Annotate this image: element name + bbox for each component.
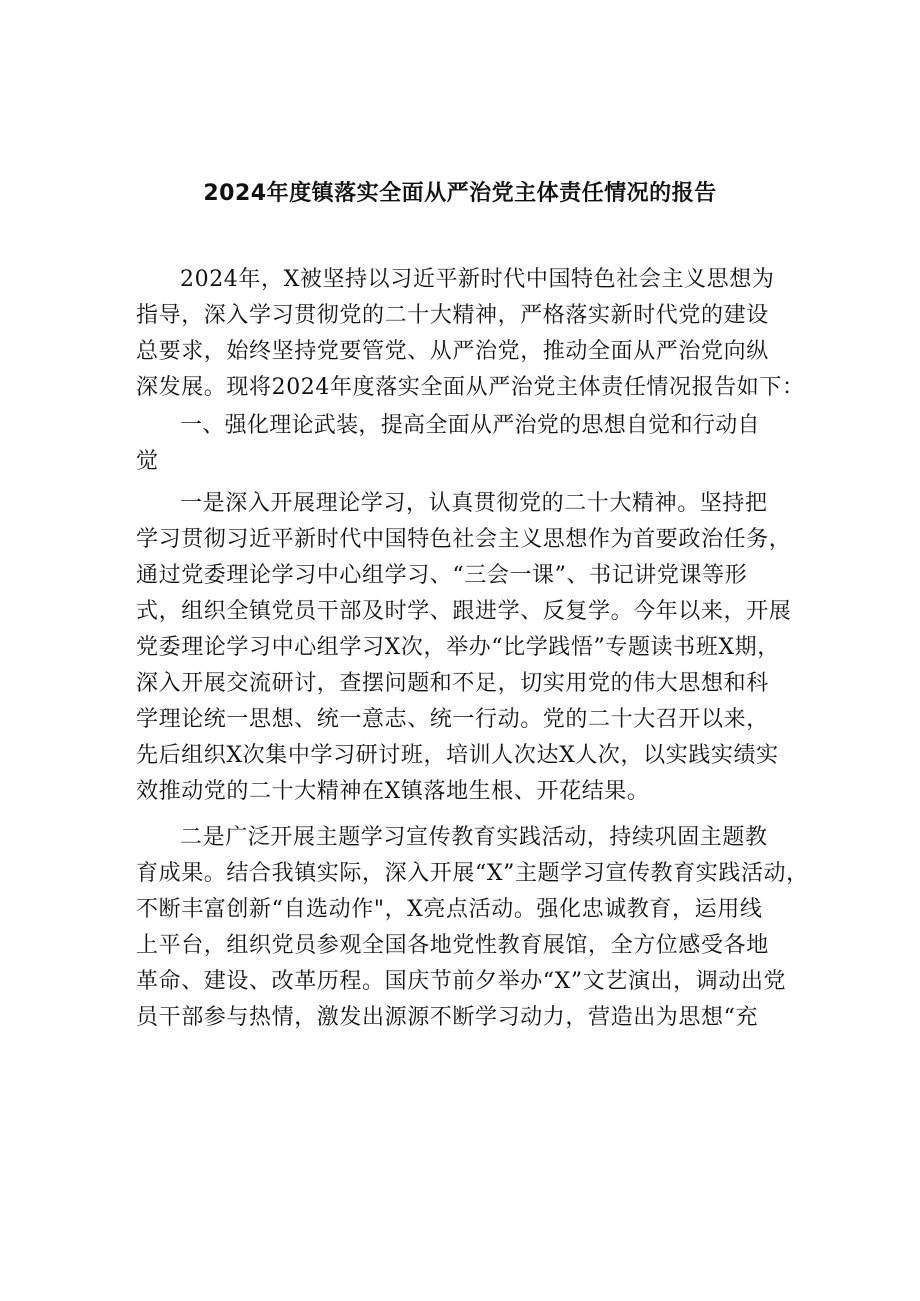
intro-paragraph: [136, 262, 805, 406]
paragraph-line: 通过党委理论学习中心组学习、“三会一课”、书记讲党课等形: [136, 563, 748, 588]
paragraph-line: 一是深入开展理论学习，认真贯彻党的二十大精神。坚持把: [180, 491, 768, 516]
paragraph-line: 党委理论学习中心组学习X次，举办“比学践悟”专题读书班X期，: [136, 635, 780, 660]
paragraph-line: 深入开展交流研讨，查摆问题和不足，切实用党的伟大思想和科: [136, 671, 769, 696]
document-title: 2024年度镇落实全面从严治党主体责任情况的报告: [203, 181, 717, 206]
paragraph-line: 学理论统一思想、统一意志、统一行动。党的二十大召开以来，: [136, 707, 769, 732]
paragraph-line: 式，组织全镇党员干部及时学、跟进学、反复学。今年以来，开展: [136, 599, 792, 624]
paragraph-line: 上平台，组织党员参观全国各地党性教育展馆，全方位感受各地: [136, 933, 769, 958]
heading-line: 一、强化理论武装，提高全面从严治党的思想自觉和行动自: [180, 413, 760, 438]
paragraph-2: [136, 820, 809, 1036]
document-body: [136, 262, 809, 1036]
paragraph-line: 不断丰富创新“自选动作"，X亮点活动。强化忠诚教育，运用线: [136, 897, 763, 922]
paragraph-line: 二是广泛开展主题学习宣传教育实践活动，持续巩固主题教: [180, 825, 768, 850]
paragraph-line: 总要求，始终坚持党要管党、从严治党，推动全面从严治党向纵: [136, 339, 769, 364]
paragraph-line: 革命、建设、改革历程。国庆节前夕举办“X”文艺演出，调动出党: [136, 969, 787, 994]
paragraph-line: 2024年，X被坚持以习近平新时代中国特色社会主义思想为: [180, 267, 775, 292]
section-heading: [136, 408, 796, 480]
paragraph-1: [136, 486, 796, 810]
heading-line: 觉: [136, 449, 159, 474]
paragraph-line: 效推动党的二十大精神在X镇落地生根、开花结果。: [136, 779, 650, 804]
paragraph-line: 员干部参与热情，激发出源源不断学习动力，营造出为思想“充: [136, 1005, 759, 1030]
paragraph-line: 深发展。现将2024年度落实全面从严治党主体责任情况报告如下：: [136, 375, 805, 400]
paragraph-line: 学习贯彻习近平新时代中国特色社会主义思想作为首要政治任务，: [136, 527, 792, 552]
paragraph-line: 先后组织X次集中学习研讨班，培训人次达X人次，以实践实绩实: [136, 743, 779, 768]
paragraph-line: 指导，深入学习贯彻党的二十大精神，严格落实新时代党的建设: [136, 303, 769, 328]
paragraph-line: 育成果。结合我镇实际，深入开展“X”主题学习宣传教育实践活动，: [136, 861, 809, 886]
